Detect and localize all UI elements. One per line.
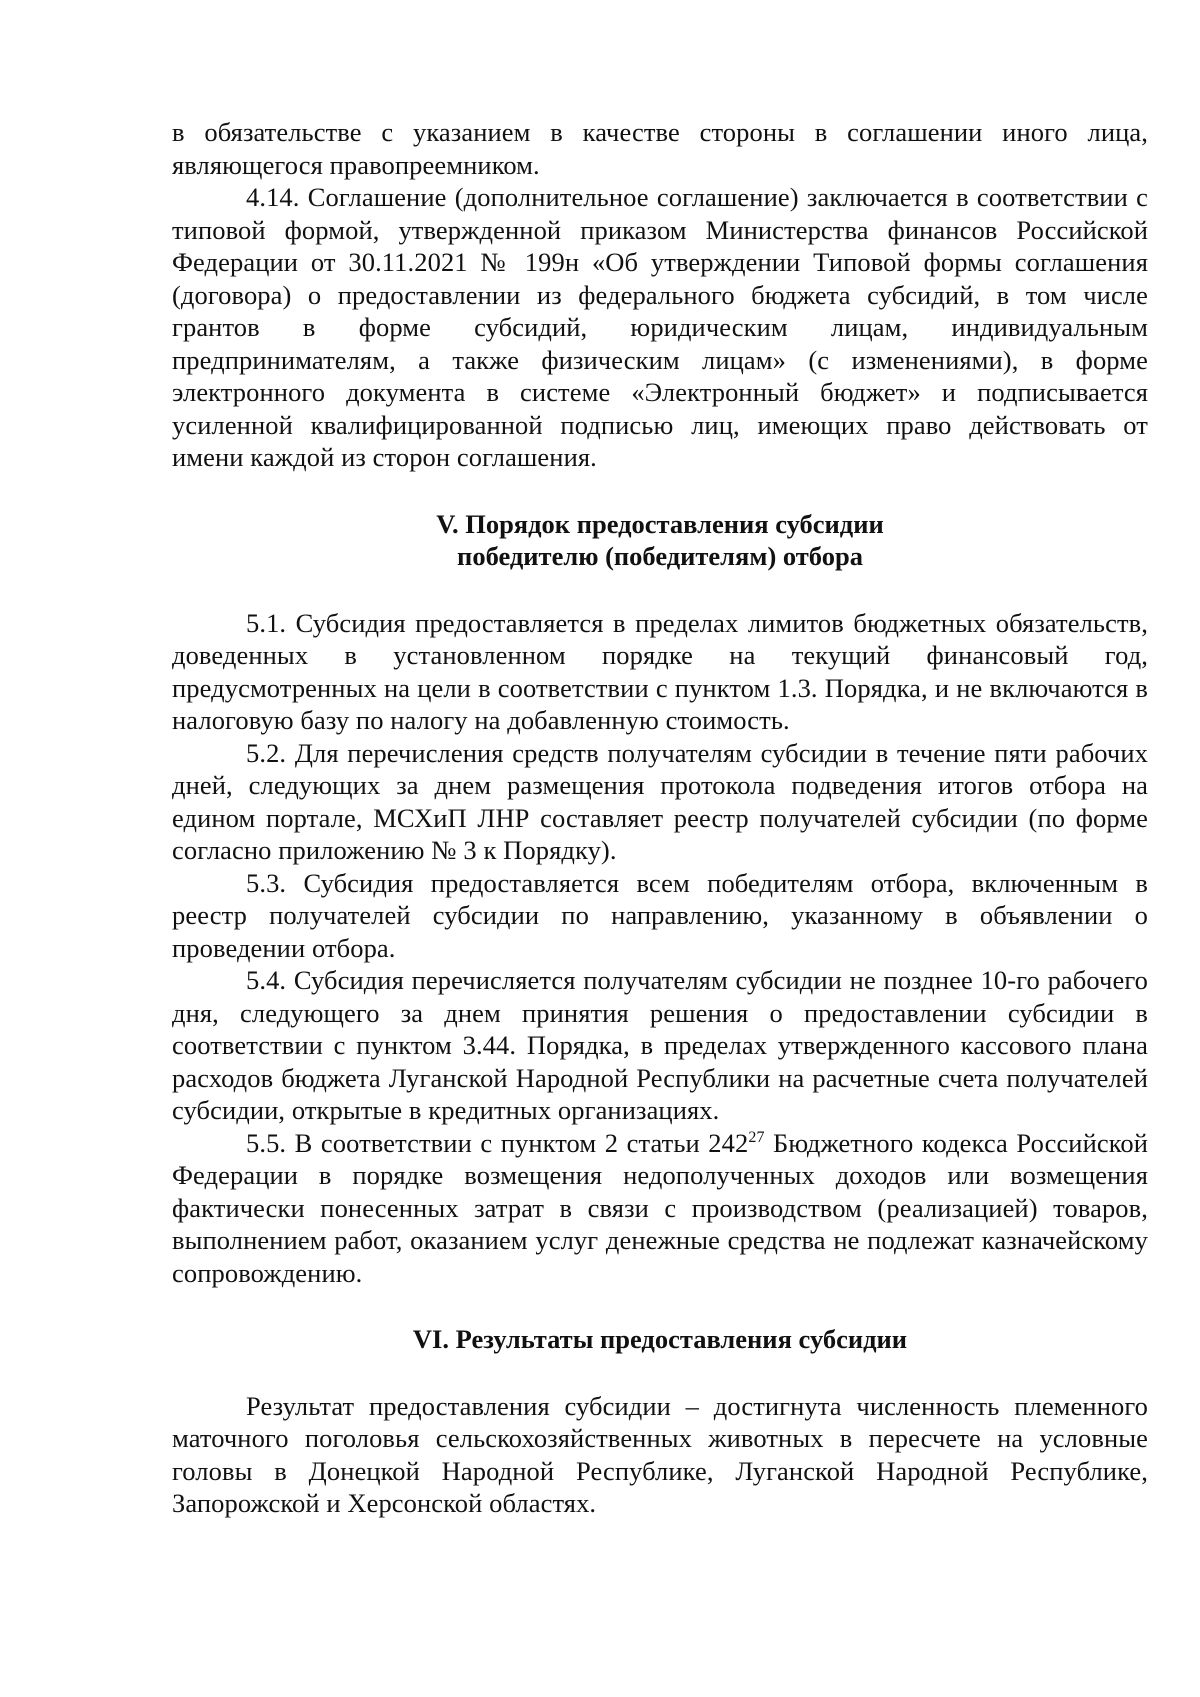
paragraph-5-2: 5.2. Для перечисления средств получателям субсидии в течение пяти рабочих дней, следующих за днем размещения протокола подведения итогов отбора на едином портале, МСХиП ЛНР составляет реестр получателей субсидии (по форме согласно приложению № 3 к Порядку). [172,737,1148,865]
spacer [172,474,1148,508]
spacer [172,1356,1148,1390]
spacer [172,1289,1148,1323]
spacer [172,573,1148,607]
paragraph-5-5-text-end: Бюджетного кодекса Российской Федерации в порядке возмещения недополученных доходов или возмещения фактически понесенных затрат в связи с производством (реализацией) товаров, выполнением работ, оказанием услуг денежные средства не подлежат казначейскому сопровождению. [172,1127,1148,1288]
paragraph-4-14: 4.14. Соглашение (дополнительное соглашение) заключается в соответствии с типовой формой, утвержденной приказом Министерства финансов Российской Федерации от 30.11.2021 № 199н «Об утверждении Типовой формы соглашения (договора) о предоставлении из федерального бюджета субсидий, в том числе грантов в форме субсидий, юридическим лицам, индивидуальным предпринимателям, а также физическим лицам» (с изменениями), в форме электронного документа в системе «Электронный бюджет» и подписывается усиленной квалифицированной подписью лиц, имеющих право действовать от имени каждой из сторон соглашения. [172,182,1148,472]
paragraph-result: Результат предоставления субсидии – достигнута численность племенного маточного поголовья сельскохозяйственных животных в пересчете на условные головы в Донецкой Народной Республике, Луганской Народной Республике, Запорожской и Херсонской областях. [172,1390,1148,1518]
paragraph-5-3: 5.3. Субсидия предоставляется всем победителям отбора, включенным в реестр получателей субсидии по направлению, указанному в объявлении о проведении отбора. [172,867,1148,963]
paragraph-5-4: 5.4. Субсидия перечисляется получателям субсидии не позднее 10-го рабочего дня, следующего за днем принятия решения о предоставлении субсидии в соответствии с пунктом 3.44. Порядка, в пределах утвержденного кассового плана расходов бюджета Луганской Народной Республики на расчетные счета получателей субсидии, открытые в кредитных организациях. [172,965,1148,1125]
section-5-title-line-1: V. Порядок предоставления субсидии [436,508,884,539]
paragraph-5-5 [172,1127,1148,1290]
paragraph-5-1: 5.1. Субсидия предоставляется в пределах лимитов бюджетных обязательств, доведенных в установленном порядке на текущий финансовый год, предусмотренных на цели в соответствии с пунктом 1.3. Порядка, и не включаются в налоговую базу по налогу на добавленную стоимость. [172,607,1148,735]
section-5-title-line-2: победителю (победителям) отбора [457,541,863,571]
section-6-title: VI. Результаты предоставления субсидии [412,1324,908,1354]
paragraph-5-5-text-start: 5.5. В соответствии с пунктом 2 статьи 242 [246,1127,749,1158]
document-page [172,116,1148,1520]
article-superscript: 27 [748,1128,765,1146]
continuation-paragraph: в обязательстве с указанием в качестве стороны в соглашении иного лица, являющегося правопреемником. [172,117,1148,180]
